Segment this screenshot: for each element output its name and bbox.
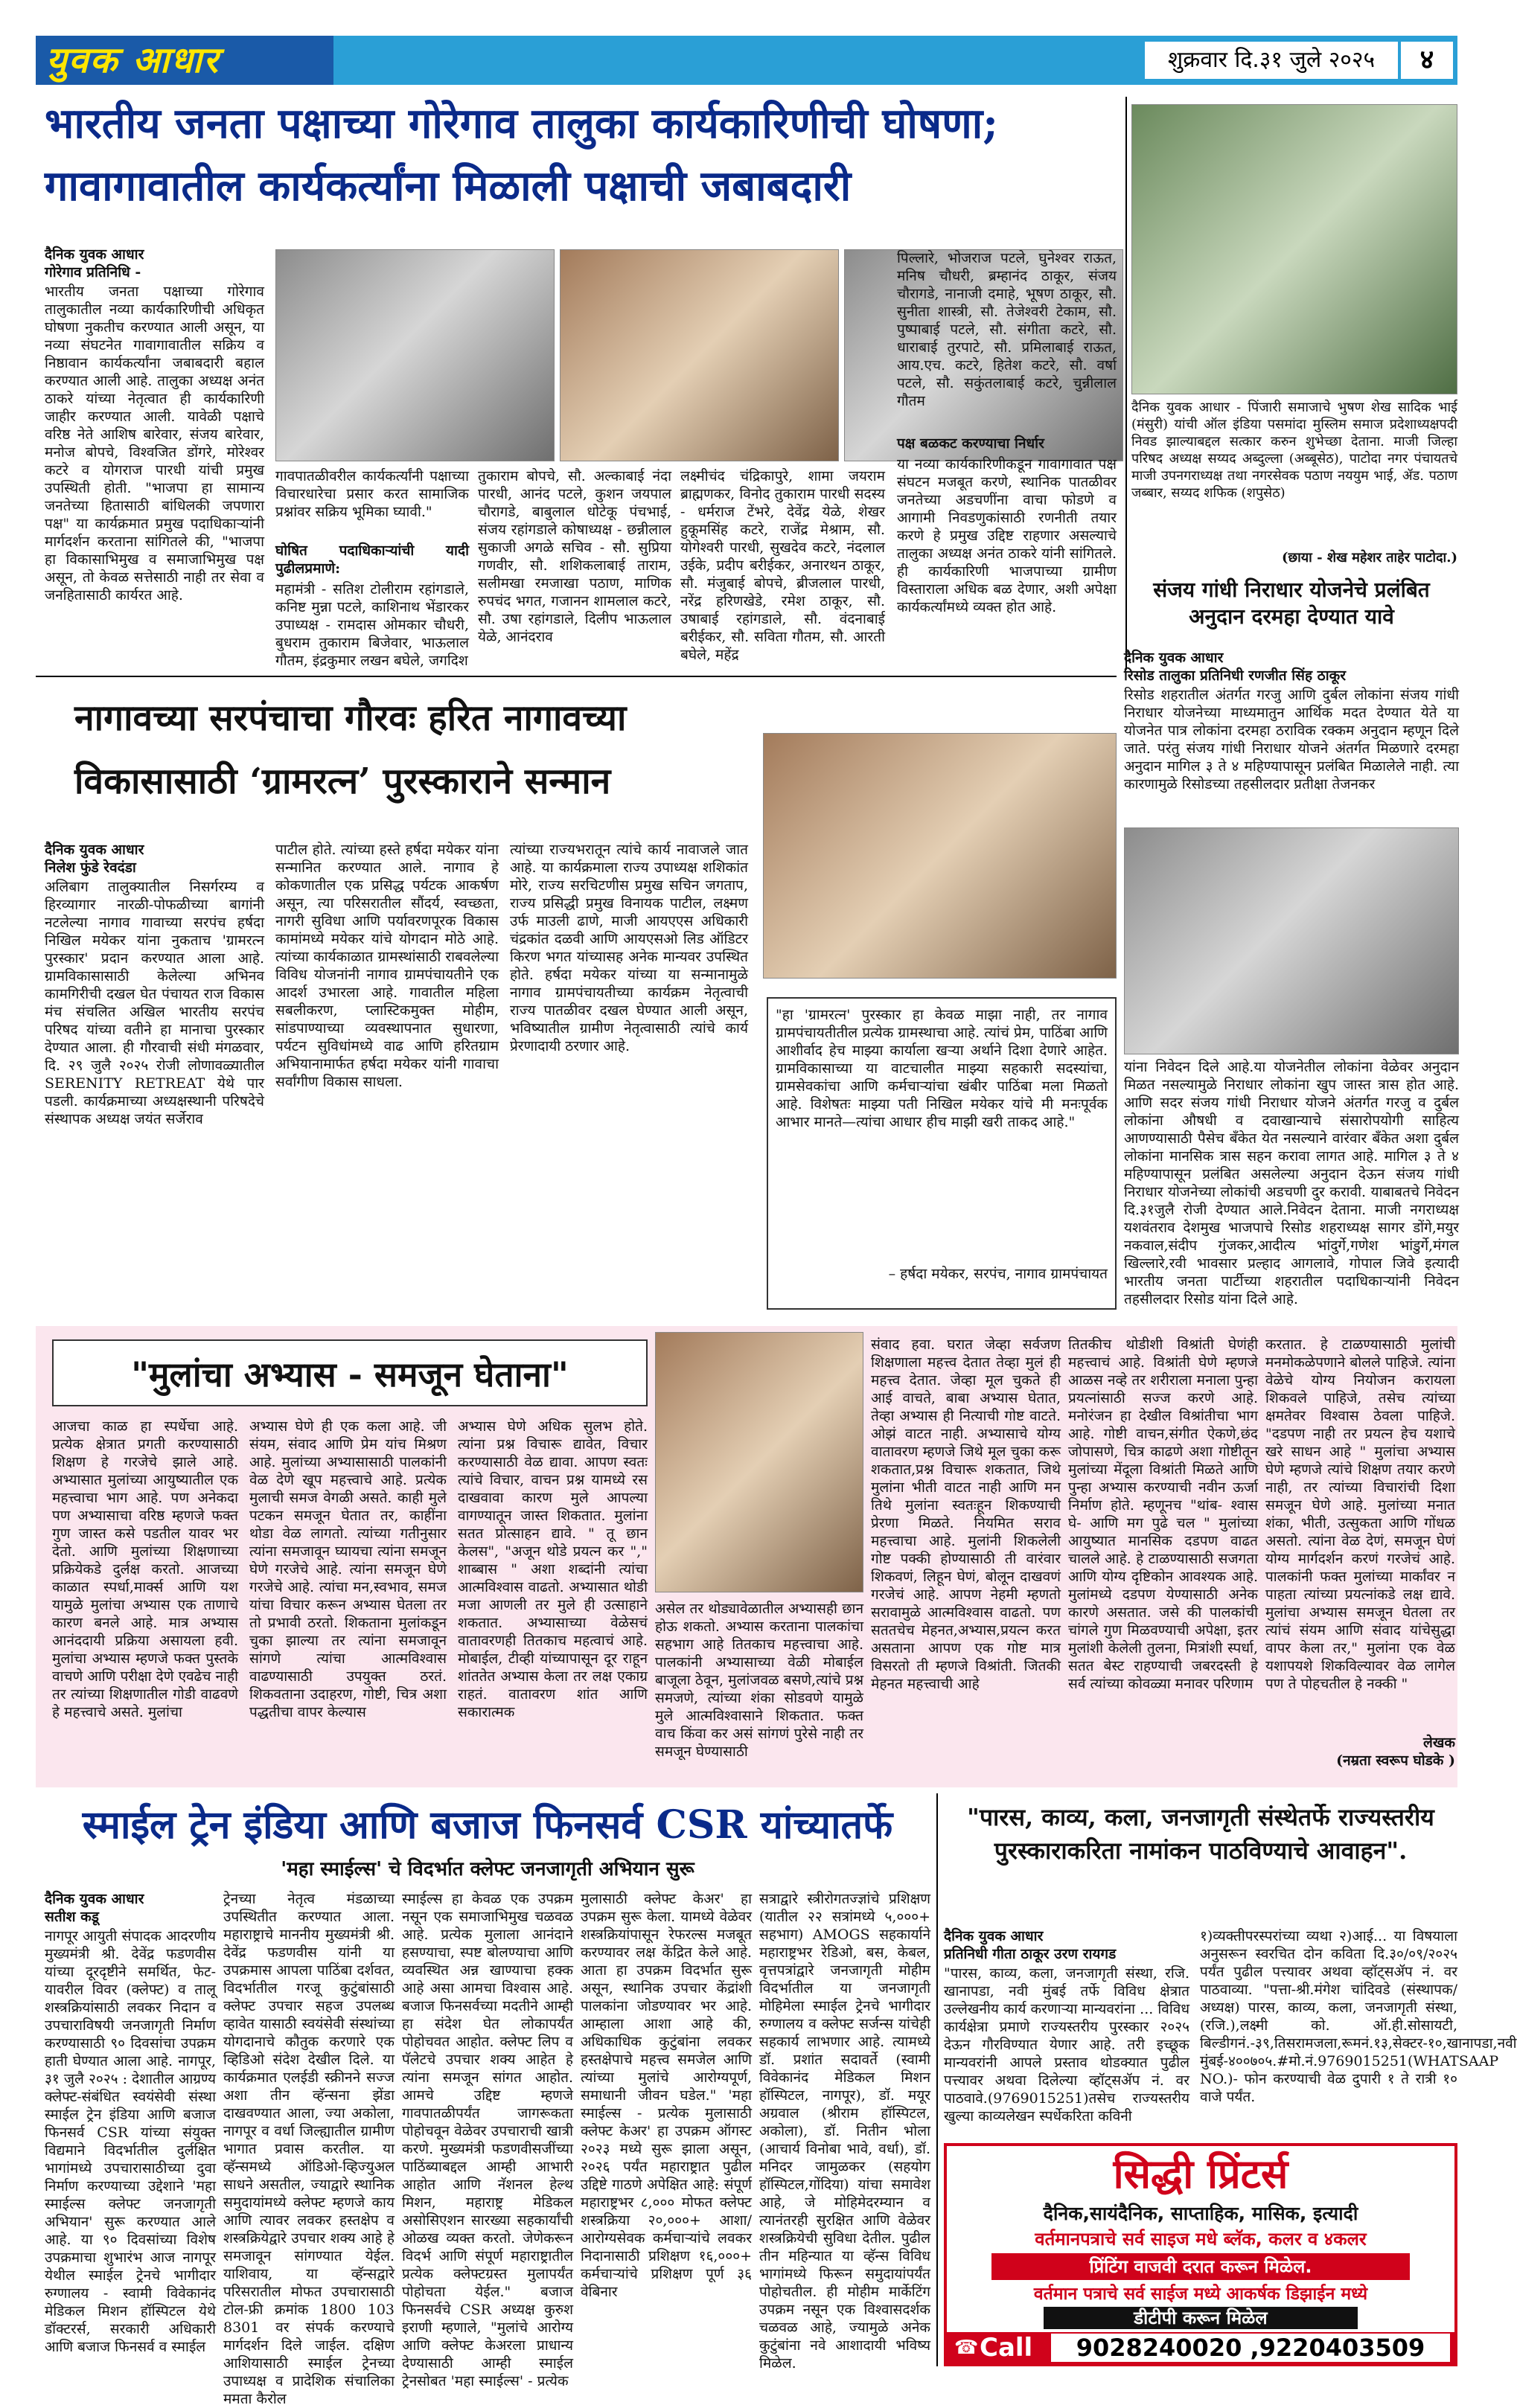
- story3-col3: अभ्यास घेणे अधिक सुलभ होते. त्यांना प्रश्न विचारू द्यावेत, विचार करण्यासाठी वेळ द्यावा. आपण स्वतः त्यांचे विचार, वाचन प्रश्न यामध्ये रस दाखवावा कारण मुले आपल्या वागण्यातून जास्त शिकतात. मुलांना सतत प्रोत्साहन द्यावे. " तू छान केलस", "अजून थोडे प्रयत्न कर "," शाब्बास " अशा शब्दांनी त्यांचा आत्मविश्वास वाढतो. अभ्यासात थोडी मजा आणली तर मुले ही उत्साहाने शकतात. अभ्यासाच्या वेळेसचं वातावरणही तितकाच महत्वाचं आहे. मोबाईल, टीव्ही यांच्यापासून दूर राहून शांततेत अभ्यास केला तर लक्ष एकाग्र राहतं. वातावरण शांत आणि सकारात्मक: [458, 1418, 648, 1720]
- story2-col1: अलिबाग तालुक्यातील निसर्गरम्य व हिरव्यागार नारळी-पोफळीच्या बागांनी नटलेल्या नागाव गावाच्या सरपंच हर्षदा निखिल मयेकर यांना नुकताच 'ग्रामरत्न पुरस्कार' प्रदान करण्यात आला आहे. ग्रामविकासासाठी केलेल्या अभिनव कामगिरीची दखल घेत पंचायत राज विकास मंच संचलित अखिल भारतीय सरपंच परिषद यांच्या वतीने हा मानाचा पुरस्कार देण्यात आला. ही गौरवाची संधी मंगळवार, दि. २९ जुलै २०२५ रोजी लोणावळ्यातील SERENITY RETREAT येथे पार पडली. कार्यक्रमाच्या अध्यक्षस्थानी परिषदेचे संस्थापक अध्यक्ष जयंत सर्जेराव: [45, 879, 264, 1127]
- divider: [936, 1793, 938, 2366]
- story-right2-body: रिसोड शहरातील अंतर्गत गरजु आणि दुर्बल लोकांना संजय गांधी निराधार योजनेच्या माध्यमातुन आर्थिक मदत देण्यात येते या योजनेत पात्र लोकांना दरमहा ठराविक रक्कम अनुदान म्हणून दिले जाते. परंतु संजय गांधी निराधार योजने अंतर्गत मिळणारे दरमहा अनुदान मागिल ३ ते ४ महिण्यापासून प्रलंबित मिळालेले नाही. त्या कारणामुळे रिसोडच्या तहसीलदार प्रतीक्षा तेजनकर: [1124, 687, 1459, 792]
- story2-headline-line1: नागावच्या सरपंचाचा गौरवः हरित नागावच्या: [74, 697, 627, 739]
- story4-dateline: सतीश कडू: [45, 1909, 99, 1925]
- ad-line2: वर्तमानपत्राचे सर्व साइज मधे ब्लॅक, कलर व ४कलर: [1035, 2229, 1367, 2250]
- story5-col2: १)व्यक्तीपरस्परांच्या व्यथा २)आई... या विषयाला अनुसरून स्वरचित दोन कविता दि.३०/०९/२०२५ पर्यंत पुढील पत्त्यावर अथवा व्हॉट्सॲप नं. वर पाठवाव्या. "पत्ता-श्री.मंगेश चांदिवडे (संस्थापक/अध्यक्ष) पारस, काव्य, कला, जनजागृती संस्था,(रजि.),लक्ष्मी को. ऑ.ही.सोसायटी, बिल्डीगनं.-३९,तिसरामजला,रूमनं.१३,सेक्टर-१०,खानापडा,नवी मुंबई-४००७०५.#मो.नं.9769015251(WHATSAAP NO.)- फोन करण्याची वेळ दुपारी १ ते रात्री १० वाजे पर्यंत.: [1200, 1928, 1517, 2105]
- ad-call-label: Call: [980, 2333, 1033, 2363]
- story-right2-dateline: रिसोड तालुका प्रतिनिधी रणजीत सिंह ठाकूर: [1124, 667, 1347, 684]
- story5-col1: "पारस, काव्य, कला, जनजागृती संस्था, रजि. खानापडा, नवी मुंबई तर्फे विविध क्षेत्रात उल्लेखनीय कार्य करणाऱ्या मान्यवरांना ... विविध कार्यक्षेत्रा प्रमाणे राज्यस्तरीय पुरस्कार २०२५ देऊन गौरविण्यात येणार आहे. तरी इच्छूक मान्यवरांनी आपले प्रस्ताव थोडक्यात पुढील पत्त्यावर अथवा दिलेल्या व्हॉट्सॲप नं. वर पाठवावे.(9769015251)तसेच राज्यस्तरीय खुल्या काव्यलेखन स्पर्धेकरिता कविनी: [944, 1965, 1189, 2124]
- story3-headline: "मुलांचा अभ्यास - समजून घेताना": [52, 1339, 648, 1406]
- story2-col2: पाटील होते. त्यांच्या हस्ते हर्षदा मयेकर यांना सन्मानित करण्यात आले. नागाव हे कोकणातील एक प्रसिद्ध पर्यटक आकर्षण असून, त्या परिसरातील सौंदर्य, स्वच्छता, नागरी सुविधा आणि पर्यावरणपूरक विकास कामांमध्ये मयेकर यांचे योगदान मोठे आहे. त्यांच्या कार्यकाळात ग्रामस्थांसाठी राबवलेल्या विविध योजनांनी नागाव ग्रामपंचायतीने एक आदर्श उभारला आहे. गावातील महिला सबलीकरण, प्लास्टिकमुक्त मोहीम, सांडपाण्याच्या व्यवस्थापनात सुधारणा, पर्यटन सुविधांमध्ये वाढ आणि हरितग्राम अभियानामार्फत हर्षदा मयेकर यांनी गावाचा सर्वांगीण विकास साधला.: [275, 842, 499, 1090]
- story-right2-headline: संजय गांधी निराधार योजनेचे प्रलंबित अनुदान दरमहा देण्यात यावे: [1153, 577, 1430, 629]
- story3-photo: [655, 1332, 863, 1592]
- story3-author-label: लेखक: [1422, 1735, 1455, 1751]
- ad-phone-bar: [947, 2332, 1454, 2363]
- story5-byline: दैनिक युवक आधार: [944, 1928, 1044, 1944]
- story3-col4: संवाद हवा. घरात जेव्हा सर्वजण शिक्षणाला महत्त्व देतात तेव्हा मुलं ही महत्त्व देतात. जेव्हा मूल चुकते ही आई वाचते, बाबा अभ्यास घेतात, तेव्हा अभ्यास ही नित्याची गोष्ट वाटते. ओझं वाटत नाही. अभ्यासाचे योग्य वातावरण म्हणजे जिथे मूल चुका करू शकतात,प्रश्न विचारू शकतात, जिथे मुलांना भीती वाटत नाही आणि मन तिथे मुलांना स्वतःहून शिकण्याची प्रेरणा मिळते. नियमित सराव महत्त्वाचा आहे. मुलांनी शिकलेली गोष्ट पक्की होण्यासाठी ती वारंवार शिकवणं, लिहून घेणं, बोलून दाखवणं गरजेचं आहे. आपण नेहमी म्हणतो सरावामुळे आत्मविश्वास वाढतो. पण सततचेच मेहनत,अभ्यास,प्रयत्न करत असताना आपण एक गोष्ट मात्र विसरतो ती म्हणजे विश्रांती. जितकी मेहनत महत्त्वाची आहे: [871, 1336, 1061, 1692]
- felicitation-credit: (छाया - शेख महेशर ताहेर पाटोदा.): [1281, 550, 1457, 566]
- story3-author: (नम्रता स्वरूप घोडके ): [1336, 1752, 1455, 1769]
- story1-subhead: पक्ष बळकट करण्याचा निर्धार: [897, 435, 1044, 452]
- story2-quote-box: [767, 997, 1117, 1310]
- story2-photo: [763, 733, 1117, 979]
- ad-phones: 9028240020 ,9220403509: [1051, 2334, 1450, 2362]
- story4-col3: स्माईल्स हा केवळ एक उपक्रम नसून एक समाजाभिमुख चळवळ आहे. प्रत्येक मुलाला आनंदाने हसण्याचा, स्पष्ट बोलण्याचा आणि व्यवस्थित अन्न खाण्याचा हक्क आहे असा आमचा विश्वास आहे. बजाज फिनसर्वच्या मदतीने आम्ही हा संदेश घेत लोकापर्यंत पोहोचवत आहोत. क्लेफ्ट लिप व पॅलेटचे उपचार शक्य आहेत हे त्यांना समजून सांगत आहोत. आमचे उद्दिष्ट म्हणजे गावपातळीपर्यंत जागरूकता पोहोचवून वेळेवर उपचाराची खात्री करणे. मुख्यमंत्री फडणवीसजींच्या पाठिंब्याबद्दल आम्ही आभारी आहोत आणि नॅशनल हेल्थ मिशन, महाराष्ट्र मेडिकल असोसिएशन सारख्या सहकार्यांची ओळख व्यक्त करतो. जेणेकरून विदर्भ आणि संपूर्ण महाराष्ट्रातील प्रत्येक क्लेफ्टग्रस्त मुलापर्यंत पोहोचता येईल." बजाज फिनसर्वचे CSR अध्यक्ष कुरुश इराणी म्हणाले, "मुलांचे आरोग्य आणि क्लेफ्ट केअरला प्राधान्य देण्यासाठी आम्ही स्माईल ट्रेनसोबत 'महा स्माईल्स' - प्रत्येक: [402, 1891, 573, 2389]
- byline-text: दैनिक युवक आधार: [45, 246, 144, 263]
- story1-col5b: या नव्या कार्यकारिणीकडून गावागावात पक्ष संघटन मजबूत करणे, स्थानिक पातळीवर जनतेच्या अडचणींना वाचा फोडणे व आगामी निवडणुकांसाठी रणनीती तयार करणे हे प्रमुख उद्दिष्ट राहणार असल्याचे तालुका अध्यक्ष अनंत ठाकरे यांनी सांगितले. ही कार्यकारिणी भाजपाच्या ग्रामीण विस्ताराला अधिक बळ देणार, अशी अपेक्षा कार्यकर्त्यांमध्ये व्यक्त होत आहे.: [897, 456, 1117, 615]
- story1-appointees-heading: घोषित पदाधिकाऱ्यांची यादी पुढीलप्रमाणे:: [275, 542, 469, 577]
- story1-headline-line1: भारतीय जनता पक्षाच्या गोरेगाव तालुका कार्यकारिणीची घोषणा;: [45, 99, 998, 148]
- story4-col5: सत्राद्वारे स्त्रीरोगतज्ज्ञांचे प्रशिक्षण (यातील २२ सत्रांमध्ये ५,०००+ सहभाग) AMOGS सहकार्याने महाराष्ट्रभर रेडिओ, बस, केबल, वृत्तपत्रांद्वारे जनजागृती मोहीम विदर्भातील या जनजागृती मोहिमेला स्माईल ट्रेनचे भागीदार रुग्णालय व क्लेफ्ट सर्जन्स यांचेही सहकार्य लाभणार आहे. त्यामध्ये डॉ. प्रशांत सदावर्ते (स्वामी विवेकानंद मेडिकल मिशन हॉस्पिटल, नागपूर), डॉ. मयूर अग्रवाल (श्रीराम हॉस्पिटल, अकोला), डॉ. नितीन भोला (आचार्य विनोबा भावे, वर्धा), डॉ. मनिदर जामुळकर (सहयोग हॉस्पिटल,गोंदिया) यांचा समावेश आहे, जे मोहिमेदरम्यान व त्यानंतरही सुरक्षित आणि वेळेवर शस्त्रक्रियेची सुविधा देतील. पुढील तीन महिन्यात या व्हॅन्स विविध भागांमध्ये फिरून समुदायांपर्यंत पोहोचतील. ही मोहीम मार्केटिंग उपक्रम नसून एक विश्वासदर्शक चळवळ आहे, ज्यामुळे अनेक कुटुंबांना नवे आशादायी भविष्य मिळेल.: [759, 1891, 930, 2372]
- story4-byline: दैनिक युवक आधार: [45, 1891, 144, 1907]
- story3-col1: आजचा काळ हा स्पर्धेचा आहे. प्रत्येक क्षेत्रात प्रगती करण्यासाठी शिक्षण हे गरजेचे झाले आहे. अभ्यासात मुलांच्या आयुष्यातील एक महत्त्वाचा भाग आहे. पण अनेकदा पण अभ्यासाचा वरिष्ठ म्हणजे फक्त गुण जास्त कसे पडतील यावर भर देतो. आणि मुलांच्या शिक्षणाच्या प्रक्रियेकडे दुर्लक्ष करतो. आजच्या काळात स्पर्धा,मार्क्स आणि यश यामुळे मुलांचा अभ्यास एक ताणाचे कारण बनले आहे. मात्र अभ्यास आनंददायी प्रक्रिया असायला हवी. मुलांचा अभ्यास म्हणजे फक्त पुस्तके वाचणे आणि परीक्षा देणे एवढेच नाही तर त्यांच्या शिक्षणातील गोडी वाढवणे हे महत्त्वाचे असते. मुलांचा: [52, 1418, 238, 1720]
- page-number: ४: [1401, 42, 1453, 79]
- ad-line1: दैनिक,सायंदैनिक, साप्ताहिक, मासिक, इत्यादी: [1043, 2203, 1358, 2224]
- story3-col2: अभ्यास घेणे ही एक कला आहे. जी संयम, संवाद आणि प्रेम यांच मिश्रण आहे. मुलांच्या अभ्यासासाठी पालकांनी वेळ देणे खूप महत्त्वाचे आहे. प्रत्येक मुलाची समज वेगळी असते. काही मुले पटकन समजून घेतात तर, काहींना थोडा वेळ लागतो. त्यांच्या गतीनुसार त्यांना समजावून घ्यायचा त्यांना समजून घेणे गरजेचे आहे. त्यांना समजून घेणे गरजेचे आहे. त्यांचा मन,स्वभाव, समज यांचा विचार करून अभ्यास घेतला तर तो प्रभावी ठरतो. शिकताना मुलांकडून चुका झाल्या तर त्यांना समजावून सांगणे त्यांचा आत्मविश्वास वाढण्यासाठी उपयुक्त ठरतं. शिकवताना उदाहरण, गोष्टी, चित्र अशा पद्धतीचा वापर केल्यास: [249, 1418, 447, 1720]
- story2-col3: त्यांच्या राज्यभरातून त्यांचे कार्य नावाजले जात आहे. या कार्यक्रमाला राज्य उपाध्यक्ष शशिकांत मोरे, राज्य सरचिटणीस प्रमुख सचिन जगताप, राज्य प्रसिद्धी प्रमुख विनायक पाटील, लक्ष्मण उर्फ माउली ढाणे, माजी आयएएस अधिकारी चंद्रकांत दळवी आणि आयएसओ लिड ऑडिटर किरण भगत यांच्यासह अनेक मान्यवर उपस्थित होते. हर्षदा मयेकर यांच्या या सन्मानामुळे नागाव ग्रामपंचायतीच्या कार्यक्रम नेतृत्वाची राज्य पातळीवर दखल घेण्यात आली असून, भविष्यातील ग्रामीण नेतृत्वासाठी त्यांचे कार्य प्रेरणादायी ठरणार आहे.: [510, 842, 748, 1054]
- story1-byline: [45, 246, 268, 283]
- felicitation-caption: दैनिक युवक आधार - पिंजारी समाजाचे भुषण शेख सादिक भाई (मंसुरी) यांची ऑल इंडिया पसमांदा मुस्लिम समाज प्रदेशाध्यक्षपदी निवड झाल्याबद्दल सत्कार करुन शुभेच्छा देताना. माजी जिल्हा परिषद अध्यक्ष सय्यद अब्दुल्ला (अब्बूसेठ), पाटोदा नगर पंचायतचे माजी उपनगराध्यक्ष तथा नगरसेवक पठाण नययुम भाई, ॲड. पठाण जब्बार, सय्यद शफिक (शपुसेठ): [1131, 400, 1457, 501]
- story2-quote: "हा 'ग्रामरत्न' पुरस्कार हा केवळ माझा नाही, तर नागाव ग्रामपंचायतीतील प्रत्येक ग्रामस्थाचा आहे. त्यांचं प्रेम, पाठिंबा आणि आशीर्वाद हेच माझ्या कार्याला खऱ्या अर्थाने दिशा देणारे आहेत. ग्रामविकासाच्या या वाटचालीत माझ्या सहकारी सदस्यांचा, ग्रामसेवकांचा आणि कर्मचाऱ्यांचा खंबीर पाठिंबा मला मिळतो आहे. विशेषतः माझ्या पती निखिल मयेकर यांचे मी मनःपूर्वक आभार मानते—त्यांचा आधार हीच माझी खरी ताकद आहे.": [776, 1007, 1108, 1130]
- story-right2-photo: [1124, 827, 1459, 1054]
- dateline-text: गोरेगाव प्रतिनिधि -: [45, 264, 141, 281]
- ad-line3: प्रिंटिंग वाजवी दरात करून मिळेल.: [991, 2253, 1410, 2280]
- ad-title: सिद्धी प्रिंटर्स: [1113, 2150, 1288, 2197]
- logo: युवक आधार: [36, 36, 333, 85]
- story1-col1: भारतीय जनता पक्षाच्या गोरेगाव तालुकातील नव्या कार्यकारिणीची अधिकृत घोषणा नुकतीच करण्यात आली असून, या नव्या संघटनेत गावागावातील सक्रिय व निष्ठावान कार्यकर्त्यांना जबाबदारी बहाल करण्यात आली आहे. तालुका अध्यक्ष अनंत ठाकरे यांच्या नेतृत्वात ही कार्यकारिणी जाहीर करण्यात आली. यावेळी पक्षाचे वरिष्ठ नेते आशिष बारेवार, संजय बारेवार, मनोज बोपचे, विश्वजित डोंगरे, मोरेश्वर कटरे व योगराज पारधी यांची प्रमुख उपस्थिती होती. "भाजपा हा सामान्य जनतेच्या हितासाठी बांधिलकी जपणारा पक्ष" या कार्यक्रमात प्रमुख पदाधिकाऱ्यांनी मार्गदर्शन करताना सांगितले की, "भाजपा हा विकासाभिमुख व समाजाभिमुख पक्ष असून, तो केवळ सत्तेसाठी नाही तर सेवा व जनहितासाठी कार्यरत आहे.: [45, 284, 264, 603]
- story1-photo-caption: गावपातळीवरील कार्यकर्त्यांनी पक्षाच्या विचारधारेचा प्रसार करत सामाजिक प्रश्नांवर सक्रिय भूमिका घ्यावी.": [275, 468, 469, 520]
- story5-headline: "पारस, काव्य, कला, जनजागृती संस्थेतर्फे राज्यस्तरीय पुरस्काराकरिता नामांकन पाठविण्याचे आवाहन".: [967, 1803, 1434, 1865]
- story1-col2b: महामंत्री - सतिश टोलीराम रहांगडाले, कनिष्ट मुन्ना पटले, काशिनाथ भेंडारकर उपाध्यक्ष - रामदास ओमकार चौधरी, बुधराम तुकाराम बिजेवार, भाऊलाल गौतम, इंद्रकुमार लखन बघेले, जगदिश: [275, 581, 469, 669]
- story2-dateline: निलेश फुंडे रेवदंडा: [45, 859, 136, 876]
- story4-headline: स्माईल ट्रेन इंडिया आणि बजाज फिनसर्व CSR यांच्यातर्फे: [82, 1802, 893, 1848]
- story-right2-body2: यांना निवेदन दिले आहे.या योजनेतील लोकांना वेळेवर अनुदान मिळत नसल्यामुळे निराधार लोकांना खुप जास्त त्रास होत आहे. आणि सदर संजय गांधी निराधार योजने अंतर्गत गरजु व दुर्बल लोकांना औषधी व दवाखान्याचे संसारोपयोगी साहित्य आणण्यासाठी पैसेच बँकेत येत नसल्याने वारंवार बँकेत अशा दुर्बल लोकांना मानसिक त्रास सहन करावा लागत आहे. मागिल ३ ते ४ महिण्यापासून प्रलंबित असलेल्या अनुदान देऊन संजय गांधी निराधार योजनेच्या लोकांची अडचणी दुर करावी. याबाबतचे निवेदन दि.३१जुलै रोजी देण्यात आले.निवेदन देताना. माजी नगराध्यक्ष यशवंतराव देशमुख भाजपाचे रिसोड शहराध्यक्ष सागर डोंगे,मयुर नकवाल,संदीप गुंजकर,आदीत्य भांदुर्गे,गणेश भांडुर्गे,मंगल खिल्लारे,रवी भावसार प्रल्हाद आगलावे, गोपाल जिवे इत्यादी भारतीय जनता पार्टीच्या शहरातील पदाधिकाऱ्यांनी निवेदन तहसीलदार रिसोड यांना दिले आहे.: [1124, 1059, 1459, 1307]
- masthead: [36, 36, 1457, 85]
- ad-line5: डीटीपी करून मिळेल: [1044, 2307, 1358, 2329]
- story-right2-byline: दैनिक युवक आधार: [1124, 650, 1224, 666]
- story2-byline: दैनिक युवक आधार: [45, 842, 144, 858]
- divider: [36, 676, 1117, 677]
- story1-photo-1: [275, 249, 555, 461]
- story4-col2: ट्रेनच्या नेतृत्व मंडळाच्या उपस्थितीत करण्यात आला. महाराष्ट्राचे माननीय मुख्यमंत्री श्री. देवेंद्र फडणवीस यांनी या उपक्रमास आपला पाठिंबा दर्शवत, विदर्भातील गरजू कुटुंबांसाठी क्लेफ्ट उपचार सहज उपलब्ध व्हावेत यासाठी स्वयंसेवी संस्थांच्या योगदानाचे कौतुक करणारे एक व्हिडिओ संदेश देखील दिले. या कार्यक्रमात एलईडी स्क्रीनने सज्ज अशा तीन व्हॅन्सना झेंडा दाखवण्यात आला, ज्या अकोला, नागपूर व वर्धा जिल्ह्यातील ग्रामीण भागात प्रवास करतील. या व्हॅन्समध्ये ऑडिओ-व्हिज्युअल साधने असतील, ज्याद्वारे स्थानिक समुदायांमध्ये क्लेफ्ट म्हणजे काय आणि त्यावर लवकर हस्तक्षेप व शस्त्रक्रियेद्वारे उपचार शक्य आहे हे समजावून सांगण्यात येईल. याशिवाय, या व्हॅन्सद्वारे परिसरातील मोफत उपचारासाठी टोल-फ्री क्रमांक 1800 103 8301 वर संपर्क करण्याचे मार्गदर्शन दिले जाईल. दक्षिण आशियासाठी स्माईल ट्रेनच्या उपाध्यक्ष व प्रादेशिक संचालिका ममता कैरोल: [223, 1891, 395, 2407]
- story4-col4: मुलासाठी क्लेफ्ट केअर' हा उपक्रम सुरू केला. यामध्ये वेळेवर शस्त्रक्रियांपासून रेफरल्स मजबूत करण्यावर लक्ष केंद्रित केले आहे. आता हा उपक्रम विदर्भात सुरू असून, स्थानिक उपचार केंद्रांशी पालकांना जोडण्यावर भर आहे. आम्हाला आशा आहे की, अधिकाधिक कुटुंबांना लवकर हस्तक्षेपाचे महत्त्व समजेल आणि त्यांच्या मुलांचे आरोग्यपूर्ण, समाधानी जीवन घडेल." 'महा स्माईल्स - प्रत्येक मुलासाठी क्लेफ्ट केअर' हा उपक्रम ऑगस्ट २०२३ मध्ये सुरू झाला असून, २०२६ पर्यंत महाराष्ट्रात पुढील उद्दिष्टे गाठणे अपेक्षित आहे: संपूर्ण महाराष्ट्रभर ८,००० मोफत क्लेफ्ट शस्त्रक्रिया २०,०००+ आशा/आरोग्यसेवक कर्मचाऱ्यांचे लवकर निदानासाठी प्रशिक्षण १६,०००+ कर्मचाऱ्यांचे प्रशिक्षण पूर्ण ३६ वेबिनार: [581, 1891, 752, 2300]
- story3-col5: तितकीच थोडीशी विश्रांती घेणंही महत्त्वाचं आहे. विश्रांती घेणे म्हणजे आळस नव्हे तर शरीराला मनाला पुन्हा प्रयत्नांसाठी सज्ज करणे आहे. मनोरंजन हा देखील विश्रांतीचा भाग आहे. गोष्टी वाचन,संगीत ऐकणे,छंद जोपासणे, चित्र काढणे अशा गोष्टीतून मुलांच्या मेंदूला विश्रांती मिळते आणि पुन्हा अभ्यास करण्याची नवीन ऊर्जा निर्माण होते. म्हणूनच "थांब- श्वास घे- आणि मग पुढे चल " मुलांच्या आयुष्यात मानसिक दडपण वाढत चालले आहे. हे टाळण्यासाठी सजगता आणि योग्य दृष्टिकोन आवश्यक आहे. मुलांमध्ये दडपण येण्यासाठी अनेक कारणे असतात. जसे की पालकांची चांगले गुण मिळवण्याची अपेक्षा, इतर मुलांशी केलेली तुलना, मित्रांशी स्पर्धा, सतत बेस्ट राहण्याची जबरदस्ती हे सर्व त्यांच्या कोवळ्या मनावर परिणाम: [1068, 1336, 1258, 1692]
- story1-col4: लक्ष्मीचंद चंद्रिकापुरे, शामा जयराम ब्राह्मणकर, विनोद तुकाराम पारधी सदस्य - धर्मराज टेंभरे, देवेंद्र येळे, शेखर हुकूमसिंह कटरे, राजेंद्र मेश्राम, सौ. योगेश्वरी पारधी, सुखदेव कटरे, नंदलाल उईके, प्रदीप बरीईकर, अनारथन ठाकूर, सौ. मंजुबाई बोपचे, ब्रीजलाल पारधी, नरेंद्र हरिणखेडे, रमेश ठाकूर, सौ. उषाबाई रहांगडाले, सौ. वंदनाबाई बरीईकर, सौ. सविता गौतम, सौ. आरती बघेले, महेंद्र: [680, 468, 885, 663]
- ad-line4: वर्तमान पत्राचे सर्व साईज मध्ये आकर्षक डिझाईन मध्ये: [1033, 2284, 1368, 2304]
- story4-col1: नागपूर आयुती संपादक आदरणीय मुख्यमंत्री श्री. देवेंद्र फडणवीस यांच्या दूरदृष्टीने समर्थित, फेट-यावरील विवर (क्लेफ्ट) व तालू शस्त्रक्रियांसाठी लवकर निदान व उपचाराविषयी जनजागृती निर्माण करण्यासाठी ९० दिवसांचा उपक्रम हाती घेण्यात आला आहे. नागपूर, ३१ जुलै २०२५ : देशातील आग्रण्य क्लेफ्ट-संबंधित स्वयंसेवी संस्था स्माईल ट्रेन इंडिया आणि बजाज फिनसर्व CSR यांच्या संयुक्त विद्यमाने विदर्भातील दुर्लक्षित भागांमध्ये उपचारासाठीच्या दुवा निर्माण करण्याच्या उद्देशाने 'महा स्माईल्स क्लेफ्ट जनजागृती अभियान' सुरू करण्यात आले आहे. या ९० दिवसांच्या विशेष उपक्रमाचा शुभारंभ आज नागपूर येथील स्माईल ट्रेनचे भागीदार रुग्णालय - स्वामी विवेकानंद मेडिकल मिशन हॉस्पिटल येथे डॉक्टरर्स, सरकारी अधिकारी आणि बजाज फिनसर्व व स्माईल: [45, 1928, 216, 2355]
- story3-col6: करतात. हे टाळण्यासाठी मुलांची मनमोकळेपणाने बोलले पाहिजे. त्यांना वेळेचे योग्य नियोजन करायला शिकवले पाहिजे, तसेच त्यांच्या क्षमतेवर विश्वास ठेवला पाहिजे. "दडपण नाही तर प्रयत्न हेच यशाचे खरे साधन आहे " मुलांचा अभ्यास घेणे म्हणजे त्यांचे शिक्षण तयार करणे नाही, तर त्यांच्या विचारांची दिशा समजून घेणे आहे. मुलांच्या मनात शंका, भीती, उत्सुकता आणि गोंधळ असतो. त्यांना वेळ देणं, समजून घेणं योग्य मार्गदर्शन करणं गरजेचं आहे. पालकांनी फक्त मुलांच्या मार्कांवर न पाहता त्यांच्या प्रयत्नांकडे लक्ष द्यावे. मुलांचा अभ्यास समजून घेतला तर त्यांचं संयम आणि संवाद यांचेसुद्धा वापर केला तर," मुलांना एक वेळ यशापयशे शिकविल्यावर वेळ लागेल पण ते पोहचतील हे नक्की ": [1265, 1336, 1455, 1692]
- felicitation-photo: [1131, 104, 1457, 394]
- story5-dateline: प्रतिनिधी गीता ठाकूर उरण रायगड: [944, 1946, 1117, 1962]
- story4-subhead: 'महा स्माईल्स' चे विदर्भात क्लेफ्ट जनजागृती अभियान सुरू: [281, 1858, 694, 1880]
- story2-quote-credit: – हर्षदा मयेकर, सरपंच, नागाव ग्रामपंचायत: [888, 1266, 1108, 1282]
- phone-icon: ☎: [954, 2337, 979, 2359]
- issue-date: शुक्रवार दि.३१ जुले २०२५: [1145, 42, 1398, 79]
- story2-headline-line2: विकासासाठी ‘ग्रामरत्न’ पुरस्काराने सन्मान: [74, 760, 611, 802]
- story1-col3: तुकाराम बोपचे, सौ. अल्काबाई नंदा पारधी, आनंद पटले, कुशन जयपाल चौरागडे, बाबुलाल धोटेकू पंचभाई, संजय रहांगडाले कोषाध्यक्ष - छन्नीलाल सुकाजी अगळे सचिव - सौ. सुप्रिया गणवीर, सौ. शशिकलाबाई ताराम, सलीमखा रमजाखा पठाण, माणिक रुपचंद भगत, गजानन शामलाल कटरे, सौ. उषा रहांगडाले, दिलीप भाऊलाल येळे, आनंदराव: [478, 468, 671, 645]
- story3-photo-caption: असेल तर थोड्यावेळातील अभ्यासही छान होऊ शकतो. अभ्यास करताना पालकांचा सहभाग आहे तितकाच महत्त्वाचा आहे. पालकांनी अभ्यासाच्या वेळी मोबाईल बाजूला ठेवून, मुलांजवळ बसणे,त्यांचे प्रश्न समजणे, त्यांच्या शंका सोडवणे यामुळे मुले आत्मविश्वासाने शिकतात. फक्त वाच किंवा कर असं सांगणं पुरेसे नाही तर समजून घेण्यासाठी: [655, 1601, 863, 1760]
- story1-headline-line2: गावागावातील कार्यकर्त्यांना मिळाली पक्षाची जबाबदारी: [45, 161, 852, 211]
- story1-photo-2: [560, 249, 839, 461]
- story1-col5: पिल्लारे, भोजराज पटले, घुनेश्वर राऊत, मनिष चौधरी, ब्रम्हानंद ठाकूर, संजय चौरागडे, नानाजी दमाहे, भूषण ठाकूर, सौ. सुनीता शास्त्री, सौ. तेजेश्वरी टेकाम, सौ. पुष्पाबाई पटले, सौ. संगीता कटरे, सौ. धाराबाई तुरपाटे, सौ. प्रमिलाबाई राऊत, आय.एच. कटरे, हितेश कटरे, सौ. वर्षा पटले, सौ. सकुंतलाबाई कटरे, चुन्नीलाल गौतम: [897, 250, 1117, 409]
- printer-ad: [944, 2143, 1457, 2366]
